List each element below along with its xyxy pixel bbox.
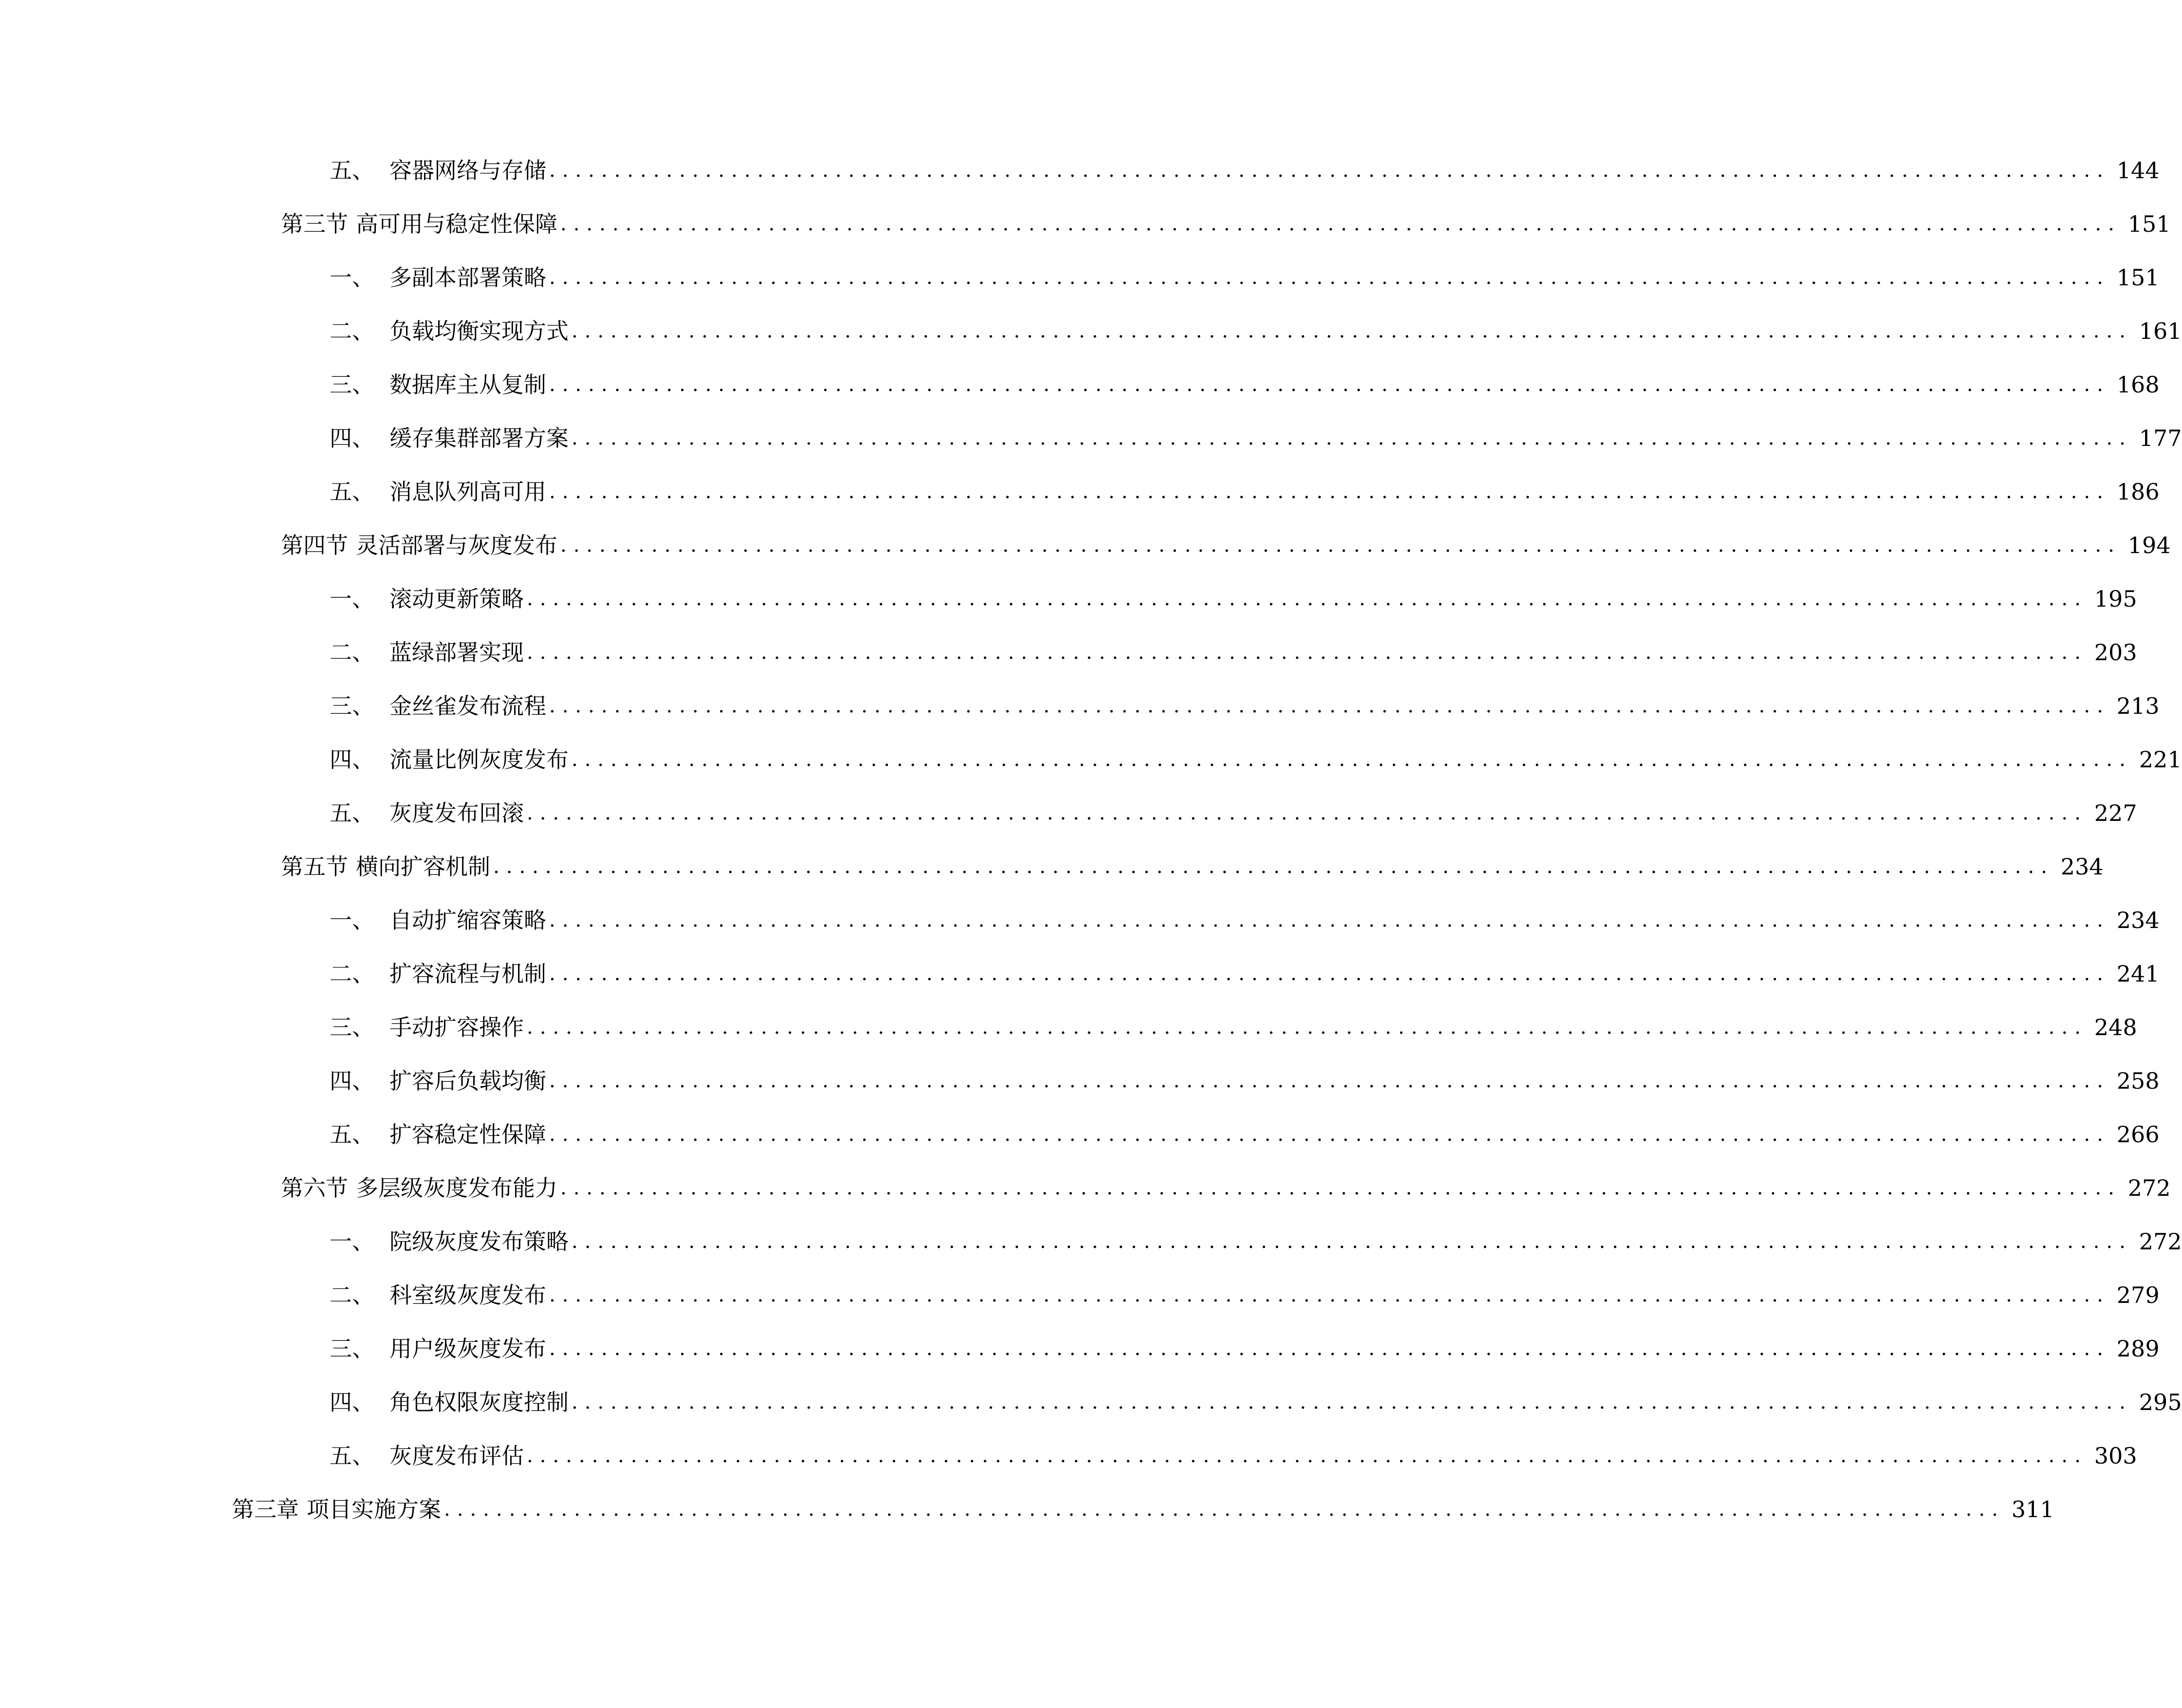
toc-entry[interactable] [0,1268,2160,1322]
dot-leader: ........................................................................................................................ [527,588,2088,610]
toc-entry-title [330,1322,546,1375]
toc-entry-text: 滚动更新策略 [389,586,524,612]
toc-entry-title [281,840,490,893]
dot-leader: ........................................................................................................................ [560,534,2121,557]
toc-entry-text: 扩容后负载均衡 [389,1068,546,1094]
toc-entry[interactable] [0,1375,2182,1429]
toc-entry-number: 第四节 [281,532,348,558]
toc-entry-text: 灰度发布评估 [389,1443,524,1469]
toc-entry-number: 四、 [330,425,374,451]
toc-entry-title [330,1215,569,1268]
toc-entry-text: 扩容稳定性保障 [389,1121,546,1148]
toc-entry[interactable] [0,197,2171,251]
toc-entry-number: 五、 [330,1121,374,1148]
dot-leader: ........................................................................................................................ [560,1177,2121,1199]
toc-entry[interactable] [0,1054,2160,1108]
toc-entry[interactable] [0,1483,2054,1536]
toc-entry-number: 四、 [330,746,374,773]
dot-leader: ........................................................................................................................ [572,427,2132,449]
toc-entry-text: 自动扩缩容策略 [389,907,546,933]
toc-entry[interactable] [0,1215,2182,1268]
toc-entry-number: 三、 [330,693,374,719]
toc-entry[interactable] [0,465,2160,519]
toc-entry-page: 248 [2094,1014,2137,1040]
toc-entry[interactable] [0,572,2137,626]
toc-entry-page: 234 [2060,854,2104,880]
toc-entry-text: 灵活部署与灰度发布 [356,532,557,558]
toc-entry-number: 四、 [330,1389,374,1415]
toc-entry-page: 303 [2094,1443,2137,1469]
dot-leader: ........................................................................................................................ [549,1284,2110,1306]
dot-leader: ........................................................................................................................ [549,1123,2110,1146]
dot-leader: ........................................................................................................................ [572,748,2132,771]
toc-entry-number: 一、 [330,586,374,612]
toc-entry[interactable] [0,1108,2160,1161]
toc-entry-text: 高可用与稳定性保障 [356,211,557,237]
toc-entry-title [330,1054,546,1108]
toc-entry-title [330,1268,546,1322]
toc-entry[interactable] [0,786,2137,840]
toc-entry-title [330,144,546,197]
toc-entry-title [330,786,524,840]
table-of-contents [0,144,2182,1536]
toc-entry-page: 151 [2116,264,2160,291]
toc-entry-page: 311 [2011,1496,2054,1522]
toc-entry-number: 四、 [330,1068,374,1094]
toc-entry-title [330,947,546,1001]
toc-entry[interactable] [0,626,2137,679]
toc-entry-text: 横向扩容机制 [356,854,490,880]
toc-entry-page: 289 [2116,1336,2160,1362]
toc-entry-number: 第三节 [281,211,348,237]
toc-entry-page: 161 [2139,318,2182,344]
toc-entry-title [330,679,546,733]
toc-entry-number: 一、 [330,907,374,933]
toc-entry-page: 258 [2116,1068,2160,1094]
toc-entry[interactable] [0,840,2104,893]
toc-entry-number: 五、 [330,157,374,184]
toc-entry-text: 负载均衡实现方式 [389,318,569,344]
toc-entry-text: 金丝雀发布流程 [389,693,546,719]
toc-entry-page: 213 [2116,693,2160,719]
toc-entry-text: 数据库主从复制 [389,371,546,398]
toc-entry-page: 227 [2094,800,2137,826]
toc-entry-text: 多层级灰度发布能力 [356,1175,557,1201]
dot-leader: ........................................................................................................................ [527,641,2088,664]
toc-entry-page: 241 [2116,961,2160,987]
toc-entry[interactable] [0,733,2182,786]
dot-leader: ........................................................................................................................ [527,802,2088,824]
dot-leader: ........................................................................................................................ [444,1498,2005,1521]
toc-entry-page: 279 [2116,1282,2160,1308]
toc-entry-title [281,519,557,572]
toc-entry-number: 三、 [330,1014,374,1040]
toc-entry-number: 一、 [330,1228,374,1255]
toc-entry[interactable] [0,893,2160,947]
toc-entry[interactable] [0,251,2160,304]
dot-leader: ........................................................................................................................ [572,1391,2132,1413]
toc-entry-page: 177 [2139,425,2182,451]
dot-leader: ........................................................................................................................ [572,320,2132,342]
toc-entry-number: 第三章 [232,1496,299,1522]
dot-leader: ........................................................................................................................ [549,266,2110,289]
toc-entry[interactable] [0,1429,2137,1483]
toc-entry-page: 272 [2139,1228,2182,1255]
toc-entry[interactable] [0,519,2171,572]
toc-entry-number: 五、 [330,479,374,505]
toc-entry-text: 缓存集群部署方案 [389,425,569,451]
toc-entry-title [330,626,524,679]
toc-entry-text: 手动扩容操作 [389,1014,524,1040]
toc-entry-number: 三、 [330,1336,374,1362]
dot-leader: ........................................................................................................................ [527,1016,2088,1039]
toc-entry[interactable] [0,411,2182,465]
toc-entry-title [330,1375,569,1429]
toc-entry-page: 186 [2116,479,2160,505]
toc-entry-number: 二、 [330,1282,374,1308]
toc-entry-page: 295 [2139,1389,2182,1415]
dot-leader: ........................................................................................................................ [549,1070,2110,1092]
toc-entry-page: 266 [2116,1121,2160,1148]
toc-entry-number: 一、 [330,264,374,291]
toc-entry[interactable] [0,1001,2137,1054]
toc-entry-title [330,358,546,411]
toc-entry-title [330,1108,546,1161]
toc-entry-page: 144 [2116,157,2160,184]
toc-entry-title [330,411,569,465]
dot-leader: ........................................................................................................................ [549,1337,2110,1360]
toc-entry-title [330,304,569,358]
toc-entry-text: 院级灰度发布策略 [389,1228,569,1255]
toc-entry[interactable] [0,1161,2171,1215]
toc-entry-page: 221 [2139,746,2182,773]
toc-entry-text: 多副本部署策略 [389,264,546,291]
toc-entry[interactable] [0,1322,2160,1375]
dot-leader: ........................................................................................................................ [549,963,2110,985]
toc-entry-number: 二、 [330,639,374,666]
toc-entry-title [330,572,524,626]
toc-entry[interactable] [0,144,2160,197]
toc-entry-text: 消息队列高可用 [389,479,546,505]
toc-entry-page: 203 [2094,639,2137,666]
toc-entry-page: 195 [2094,586,2137,612]
toc-entry-text: 扩容流程与机制 [389,961,546,987]
toc-entry-page: 272 [2127,1175,2171,1201]
toc-entry-title [281,197,557,251]
toc-entry-number: 三、 [330,371,374,398]
toc-entry[interactable] [0,679,2160,733]
toc-entry-title [232,1483,441,1536]
dot-leader: ........................................................................................................................ [549,481,2110,503]
toc-entry-page: 234 [2116,907,2160,933]
dot-leader: ........................................................................................................................ [549,695,2110,717]
toc-entry-text: 项目实施方案 [307,1496,441,1522]
dot-leader: ........................................................................................................................ [549,159,2110,182]
toc-entry-page: 168 [2116,371,2160,398]
toc-entry-title [330,733,569,786]
dot-leader: ........................................................................................................................ [527,1445,2088,1467]
dot-leader: ........................................................................................................................ [572,1230,2132,1253]
toc-entry-title [330,251,546,304]
toc-entry-text: 用户级灰度发布 [389,1336,546,1362]
toc-entry-title [330,893,546,947]
toc-entry[interactable] [0,304,2182,358]
dot-leader: ........................................................................................................................ [549,909,2110,931]
toc-entry-title [330,465,546,519]
toc-entry-page: 194 [2127,532,2171,558]
toc-entry-text: 科室级灰度发布 [389,1282,546,1308]
toc-entry-title [330,1429,524,1483]
toc-entry-number: 二、 [330,961,374,987]
toc-entry-text: 容器网络与存储 [389,157,546,184]
toc-entry-number: 第五节 [281,854,348,880]
dot-leader: ........................................................................................................................ [493,855,2054,878]
toc-entry-text: 蓝绿部署实现 [389,639,524,666]
toc-entry-number: 第六节 [281,1175,348,1201]
toc-entry-title [330,1001,524,1054]
toc-entry-text: 角色权限灰度控制 [389,1389,569,1415]
dot-leader: ........................................................................................................................ [549,373,2110,396]
toc-entry-number: 五、 [330,1443,374,1469]
dot-leader: ........................................................................................................................ [560,213,2121,235]
toc-entry-text: 灰度发布回滚 [389,800,524,826]
toc-entry-number: 二、 [330,318,374,344]
toc-entry-text: 流量比例灰度发布 [389,746,569,773]
toc-entry[interactable] [0,947,2160,1001]
toc-entry-title [281,1161,557,1215]
toc-entry-number: 五、 [330,800,374,826]
toc-entry-page: 151 [2127,211,2171,237]
toc-entry[interactable] [0,358,2160,411]
